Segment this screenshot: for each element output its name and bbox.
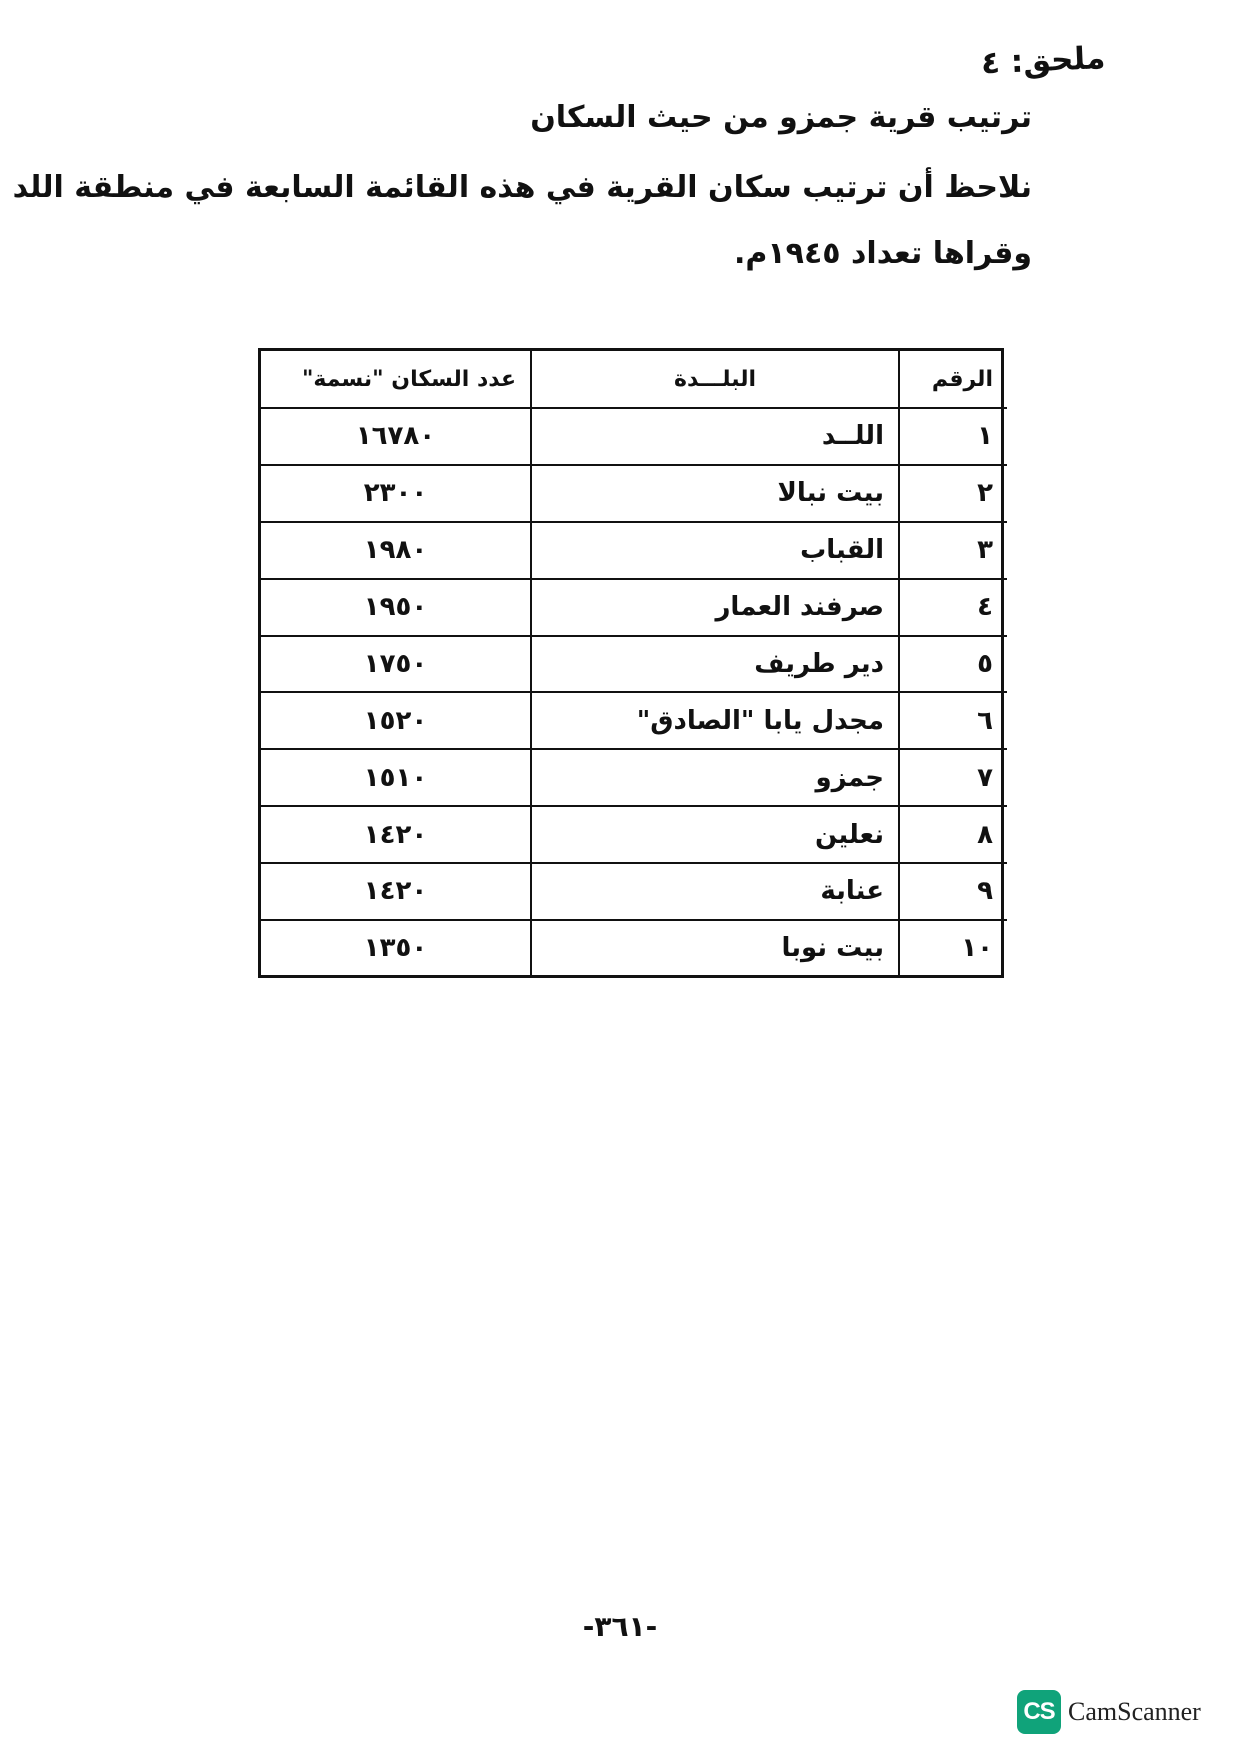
row-population: ١٧٥٠	[261, 636, 531, 693]
row-town: مجدل يابا "الصادق"	[531, 692, 899, 749]
row-town: نعلين	[531, 806, 899, 863]
row-town: بيت نوبا	[531, 920, 899, 975]
row-number: ٥	[899, 636, 1007, 693]
row-population: ١٥١٠	[261, 749, 531, 806]
row-number: ٤	[899, 579, 1007, 636]
row-town: القباب	[531, 522, 899, 579]
row-number: ٦	[899, 692, 1007, 749]
table-row	[261, 522, 1007, 579]
row-town: دير طريف	[531, 636, 899, 693]
row-number: ١	[899, 408, 1007, 465]
table-row	[261, 806, 1007, 863]
row-town: عنابة	[531, 863, 899, 920]
table-row	[261, 692, 1007, 749]
row-population: ١٤٢٠	[261, 806, 531, 863]
row-population: ١٩٥٠	[261, 579, 531, 636]
appendix-label: ملحق: ٤	[980, 40, 1106, 82]
table-body	[261, 408, 1007, 975]
row-population: ١٤٢٠	[261, 863, 531, 920]
header-town: البلـــدة	[531, 351, 899, 408]
table-header-row	[261, 351, 1007, 408]
row-number: ٧	[899, 749, 1007, 806]
table-row	[261, 465, 1007, 522]
table-row	[261, 636, 1007, 693]
row-population: ١٣٥٠	[261, 920, 531, 975]
table-row	[261, 749, 1007, 806]
intro-line-2: نلاحظ أن ترتيب سكان القرية في هذه القائمة السابعة في منطقة اللد	[12, 170, 1032, 205]
row-number: ٩	[899, 863, 1007, 920]
population-table-grid	[261, 351, 1007, 975]
intro-title: ترتيب قرية جمزو من حيث السكان	[530, 100, 1032, 135]
row-number: ٨	[899, 806, 1007, 863]
table-row	[261, 408, 1007, 465]
row-population: ١٦٧٨٠	[261, 408, 531, 465]
row-population: ١٩٨٠	[261, 522, 531, 579]
table-row	[261, 579, 1007, 636]
row-town: جمزو	[531, 749, 899, 806]
table-row	[261, 920, 1007, 975]
population-table	[258, 348, 1004, 978]
row-town: اللــد	[531, 408, 899, 465]
row-population: ١٥٢٠	[261, 692, 531, 749]
row-number: ٣	[899, 522, 1007, 579]
header-population: عدد السكان "نسمة"	[261, 351, 531, 408]
page-number: -٣٦١-	[582, 1610, 658, 1643]
header-number: الرقم	[899, 351, 1007, 408]
row-number: ٢	[899, 465, 1007, 522]
intro-line-3: وقراها تعداد ١٩٤٥م.	[733, 236, 1032, 271]
camscanner-logo: CS	[1017, 1690, 1061, 1734]
table-row	[261, 863, 1007, 920]
row-town: بيت نبالا	[531, 465, 899, 522]
row-number: ١٠	[899, 920, 1007, 975]
row-population: ٢٣٠٠	[261, 465, 531, 522]
row-town: صرفند العمار	[531, 579, 899, 636]
camscanner-brand: CamScanner	[1068, 1697, 1201, 1726]
